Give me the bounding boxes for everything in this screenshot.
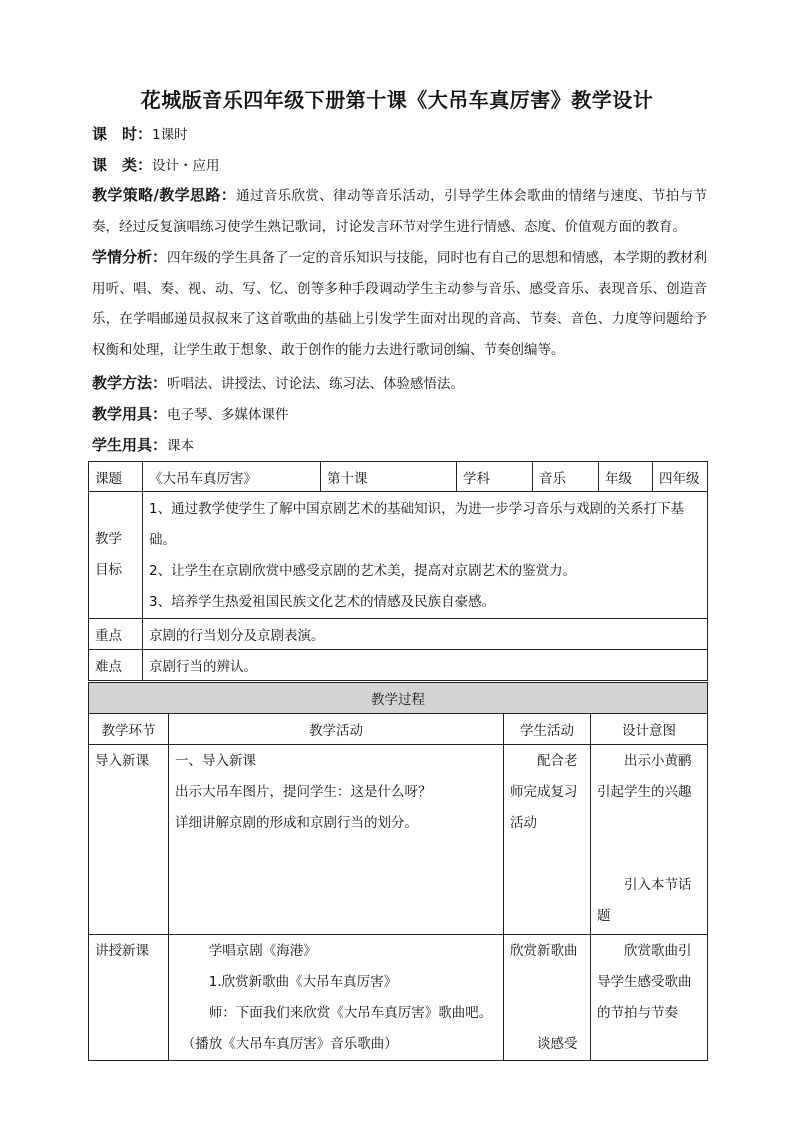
student-activity-cell xyxy=(504,935,591,1061)
student-tools-label: 学生用具： xyxy=(92,436,168,454)
student-line: 配合老 xyxy=(537,753,578,769)
analysis-paragraph xyxy=(92,242,707,365)
lesson-number: 第十课 xyxy=(321,462,457,492)
method-text: 听唱法、讲授法、讨论法、练习法、体验感悟法。 xyxy=(167,376,465,392)
column-header: 教学活动 xyxy=(169,714,504,745)
table-row xyxy=(89,714,708,745)
activity-line: （播放《大吊车真厉害》音乐歌曲） xyxy=(181,1036,398,1052)
activity-cell xyxy=(169,935,504,1061)
intent-line: 欣赏歌曲引 xyxy=(624,943,692,959)
activity-line: 详细讲解京剧的形成和京剧行当的划分。 xyxy=(175,815,418,831)
teacher-tools-text: 电子琴、多媒体课件 xyxy=(167,407,289,423)
table-row xyxy=(89,683,708,714)
activity-cell xyxy=(169,745,504,935)
activity-line: 1.欣赏新歌曲《大吊车真厉害》 xyxy=(208,974,398,990)
teacher-tools-line xyxy=(92,399,707,431)
grade-value: 四年级 xyxy=(653,462,708,492)
table-row xyxy=(89,619,708,650)
lesson-hours-value: 1课时 xyxy=(152,127,188,143)
page-title: 花城版音乐四年级下册第十课《大吊车真厉害》教学设计 xyxy=(140,88,654,112)
goals-label xyxy=(89,492,143,619)
intent-line: 题 xyxy=(597,908,611,924)
strategy-paragraph xyxy=(92,180,707,242)
column-header: 教学环节 xyxy=(89,714,169,745)
table-row xyxy=(89,745,708,935)
goals-label-line: 目标 xyxy=(95,562,122,578)
student-tools-line xyxy=(92,430,707,462)
analysis-text: 四年级的学生具备了一定的音乐知识与技能，同时也有自己的思想和情感，本学期的教材利用听、唱、奏、视、动、写、忆、创等多种手段调动学生主动参与音乐、感受音乐、表现音乐、创造音乐，在学唱邮递员叔叔来了这首歌曲的基础上引发学生面对出现的音高、节奏、音色、力度等问题给予权衡和处理，让学生敢于想象、敢于创作的能力去进行歌词创编、节奏创编等。 xyxy=(92,250,708,358)
topic-label: 课题 xyxy=(89,462,143,492)
stage-label: 导入新课 xyxy=(95,753,149,769)
activity-line: 师：下面我们来欣赏《大吊车真厉害》歌曲吧。 xyxy=(208,1005,493,1021)
student-spacer xyxy=(510,967,584,1029)
activity-line: 一、导入新课 xyxy=(175,753,256,769)
lesson-info-table xyxy=(88,461,708,681)
table-row xyxy=(89,492,708,619)
student-tools-text: 课本 xyxy=(167,438,195,454)
teacher-tools-label: 教学用具： xyxy=(92,405,168,423)
goals-content xyxy=(143,492,708,619)
intent-line: 导学生感受歌曲 xyxy=(597,974,692,990)
student-line: 师完成复习 xyxy=(510,784,578,800)
column-header: 学生活动 xyxy=(504,714,591,745)
grade-label: 年级 xyxy=(599,462,653,492)
difficulty-label: 难点 xyxy=(89,650,143,681)
stage-label: 讲授新课 xyxy=(95,943,149,959)
table-row xyxy=(89,650,708,681)
lesson-hours-label: 课 时： xyxy=(92,125,153,143)
analysis-label: 学情分析： xyxy=(92,248,168,266)
goal-item: 1、通过教学使学生了解中国京剧艺术的基础知识，为进一步学习音乐与戏剧的关系打下基础。 xyxy=(149,501,685,548)
lesson-hours-line xyxy=(92,120,712,150)
activity-line: 学唱京剧《海港》 xyxy=(208,943,317,959)
stage-cell xyxy=(89,935,169,1061)
intent-line: 的节拍与节奏 xyxy=(597,1005,678,1021)
goal-item: 2、让学生在京剧欣赏中感受京剧的艺术美，提高对京剧艺术的鉴赏力。 xyxy=(149,563,577,579)
method-line xyxy=(92,368,707,400)
intent-spacer xyxy=(597,808,701,870)
method-label: 教学方法： xyxy=(92,374,168,392)
stage-cell xyxy=(89,745,169,935)
subject-label: 学科 xyxy=(457,462,533,492)
student-line: 活动 xyxy=(510,815,537,831)
strategy-label: 教学策略/教学思路： xyxy=(92,186,237,204)
lesson-type-line xyxy=(92,151,712,181)
intent-line: 出示小黄鹂 xyxy=(624,753,692,769)
goal-item: 3、培养学生热爱祖国民族文化艺术的情感及民族自豪感。 xyxy=(149,594,496,610)
topic-value: 《大吊车真厉害》 xyxy=(143,462,321,492)
lesson-type-label: 课 类： xyxy=(92,156,153,174)
teaching-process-table xyxy=(88,682,708,1061)
strategy-text: 通过音乐欣赏、律动等音乐活动，引导学生体会歌曲的情绪与速度、节拍与节奏，经过反复演唱练习使学生熟记歌词，讨论发言环节对学生进行情感、态度、价值观方面的教育。 xyxy=(92,188,708,235)
key-value: 京剧的行当划分及京剧表演。 xyxy=(143,619,708,650)
activity-line: 出示大吊车图片，提问学生：这是什么呀？ xyxy=(175,784,432,800)
table-row xyxy=(89,462,708,492)
intent-cell xyxy=(591,745,708,935)
lesson-type-value: 设计・应用 xyxy=(152,158,220,174)
intent-cell xyxy=(591,935,708,1061)
table-row xyxy=(89,935,708,1061)
goals-label-line: 教学 xyxy=(95,531,122,547)
student-line: 谈感受 xyxy=(537,1036,578,1052)
intent-line: 引入本节话 xyxy=(624,877,692,893)
student-activity-cell xyxy=(504,745,591,935)
process-header: 教学过程 xyxy=(89,683,708,714)
subject-value: 音乐 xyxy=(533,462,599,492)
difficulty-value: 京剧行当的辨认。 xyxy=(143,650,708,681)
column-header: 设计意图 xyxy=(591,714,708,745)
key-label: 重点 xyxy=(89,619,143,650)
student-line: 欣赏新歌曲 xyxy=(510,943,578,959)
intent-line: 引起学生的兴趣 xyxy=(597,784,692,800)
